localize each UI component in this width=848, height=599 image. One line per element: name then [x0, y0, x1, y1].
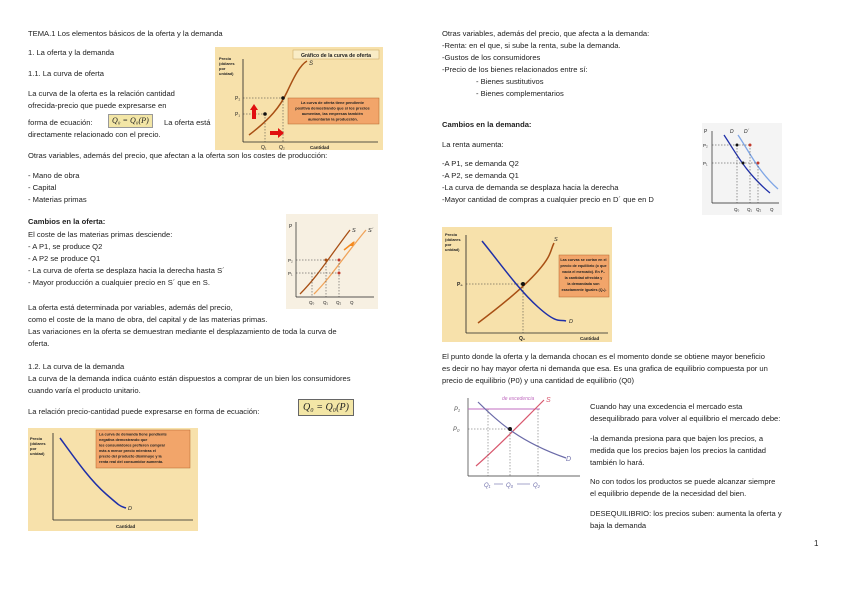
- paragraph-line: también lo hará.: [590, 458, 645, 467]
- axis-p-label: P: [704, 129, 708, 135]
- heading-oferta-demanda: 1. La oferta y la demanda: [28, 48, 115, 57]
- list-item: - A P1, se produce Q2: [28, 242, 103, 251]
- curve-label-s-prime: S´: [368, 228, 374, 234]
- p1-label: P₁: [703, 161, 708, 166]
- q2-label: Q₂: [756, 207, 762, 212]
- q2-label: Q₂: [279, 145, 285, 150]
- q0-label: Q₀: [506, 483, 514, 489]
- heading-curva-demanda: 1.2. La curva de la demanda: [28, 362, 125, 371]
- equilibrium-point: [508, 427, 512, 431]
- paragraph-line: La oferta está: [164, 118, 211, 127]
- y-axis-label: Precio (dólares por unidad): [219, 56, 235, 76]
- surplus-title: de excedencia: [502, 396, 535, 402]
- supply-curve-figure: [215, 47, 383, 150]
- y-axis-label: Precio (dólares por unidad): [30, 436, 46, 456]
- q2-label: Q₂: [336, 300, 342, 305]
- list-item: - A P2 se produce Q1: [28, 254, 101, 263]
- list-item: - La curva de oferta se desplaza hacia la derecha hasta S´: [28, 266, 225, 275]
- figure-background: [702, 123, 782, 215]
- q1-label: Q₁: [323, 300, 329, 305]
- point-b: [281, 96, 285, 100]
- paragraph-line: es decir no hay mayor oferta ni demanda que esa. Es una grafica de equilibrio compuesta por un: [442, 364, 768, 373]
- p1-label: P₁: [288, 271, 293, 276]
- demand-shift-figure: [702, 123, 782, 215]
- list-item: -Gustos de los consumidores: [442, 53, 541, 62]
- paragraph-line: forma de ecuación:: [28, 118, 93, 127]
- heading-curva-oferta: 1.1. La curva de oferta: [28, 69, 104, 78]
- paragraph-line: -la demanda presiona para que bajen los precios, a: [590, 434, 764, 443]
- list-item: - Mayor producción a cualquier precio en S´ que en S.: [28, 278, 210, 287]
- curve-label-d-prime: D´: [744, 129, 750, 135]
- paragraph-line: DESEQUILIBRIO: los precios suben: aumenta la oferta y: [590, 509, 782, 518]
- point-c: [338, 272, 341, 275]
- paragraph-line: desequilibrado para volver al equilibrio el mercado debe:: [590, 414, 781, 423]
- q2-label: Q₂: [533, 483, 540, 489]
- list-item: - Capital: [28, 183, 57, 192]
- list-item: -A P1, se demanda Q2: [442, 159, 519, 168]
- point-d: [757, 162, 760, 165]
- heading-cambios-demanda: Cambios en la demanda:: [442, 120, 532, 129]
- point-b: [749, 144, 752, 147]
- figure-title: Gráfico de la curva de oferta: [300, 53, 372, 59]
- paragraph-line: el equilibrio depende de la necesidad del bien.: [590, 489, 747, 498]
- axis-q-label: Q: [350, 300, 354, 305]
- paragraph-line: La curva de la demanda indica cuánto están dispuestos a comprar de un bien los consumidores: [28, 374, 351, 383]
- list-item: El coste de las materias primas desciende:: [28, 230, 173, 239]
- paragraph-line: Cuando hay una excedencia el mercado esta: [590, 402, 743, 411]
- paragraph-line: Otras variables, además del precio, que afecta a la demanda:: [442, 29, 650, 38]
- point-a: [736, 144, 739, 147]
- equilibrium-figure: [442, 227, 612, 342]
- paragraph-line: La renta aumenta:: [442, 140, 504, 149]
- q1-label: Q₁: [747, 207, 753, 212]
- curve-label-d: D: [569, 319, 573, 325]
- figure-note: La curva de demanda tiene pendiente negativa demostrando que los consumidores prefieren comprar más a menor precio mientras el precio del producto disminuye y la renta real del consumidor aumenta.: [99, 432, 167, 464]
- surplus-figure: [448, 392, 584, 492]
- q0-label: Q₀: [519, 336, 526, 342]
- paragraph-line: precio de equilibrio (P0) y una cantidad de equilibrio (Q0): [442, 376, 635, 385]
- q1-label: Q₁: [484, 483, 491, 489]
- point-c: [742, 162, 745, 165]
- curve-label-s: S: [546, 397, 551, 404]
- curve-label-d: D: [566, 456, 572, 463]
- paragraph-line: El punto donde la oferta y la demanda chocan es el momento donde se obtiene mayor beneficio: [442, 352, 765, 361]
- list-item: - Materias primas: [28, 195, 87, 204]
- q1-label: Q₁: [261, 145, 267, 150]
- list-item: - Bienes complementarios: [476, 89, 564, 98]
- point-a: [325, 259, 328, 262]
- paragraph-line: oferta.: [28, 339, 50, 348]
- list-item: - Bienes sustitutivos: [476, 77, 544, 86]
- x-axis-label: Cantidad: [116, 524, 136, 529]
- q0-label: Q₀: [734, 207, 740, 212]
- p0-label: P₀: [457, 282, 463, 288]
- paragraph-line: La oferta está determinada por variables, además del precio,: [28, 303, 233, 312]
- curve-label-s: S: [554, 237, 558, 243]
- figure-note: Las curvas se cortan en el precio de equilibrio (o que vacía el mercado). En P₀ la cantidad ofrecida y la demandada son exactamente iguales (Q₀).: [560, 258, 607, 292]
- p2-label: P₂: [703, 143, 708, 148]
- y-axis-label: Precio (dólares por unidad): [445, 232, 461, 252]
- list-item: -Precio de los bienes relacionados entre sí:: [442, 65, 588, 74]
- p1-label: P₁: [454, 407, 460, 413]
- list-item: -Renta: en el que, si sube la renta, sube la demanda.: [442, 41, 621, 50]
- list-item: - Mano de obra: [28, 171, 80, 180]
- axis-p-label: P: [289, 224, 293, 230]
- figure-background: [286, 214, 378, 309]
- paragraph-line: La curva de la oferta es la relación cantidad: [28, 89, 175, 98]
- demanda-formula: Q₀ = Q₀(P): [298, 399, 354, 416]
- supply-shift-figure: [286, 214, 378, 309]
- paragraph-line: como el coste de la mano de obra, del capital y de las materias primas.: [28, 315, 268, 324]
- list-item: -La curva de demanda se desplaza hacia la derecha: [442, 183, 619, 192]
- doc-title: TEMA.1 Los elementos básicos de la oferta y la demanda: [28, 29, 223, 38]
- paragraph-line: directamente relacionado con el precio.: [28, 130, 161, 139]
- point-b: [338, 259, 341, 262]
- heading-cambios-oferta: Cambios en la oferta:: [28, 217, 106, 226]
- p1-label: P₁: [235, 112, 241, 118]
- figure-background: [448, 392, 584, 492]
- curve-label-s: S: [352, 228, 356, 234]
- paragraph-line: baja la demanda: [590, 521, 647, 530]
- page-number: 1: [814, 539, 819, 548]
- paragraph-line: No con todos los productos se puede alcanzar siempre: [590, 477, 776, 486]
- point-a: [263, 112, 267, 116]
- paragraph-line: ofrecida-precio que puede expresarse en: [28, 101, 167, 110]
- x-axis-label: Cantidad: [580, 336, 600, 341]
- curve-label-d: D: [730, 129, 734, 135]
- paragraph-line: Otras variables, además del precio, que afectan a la oferta son los costes de producción:: [28, 151, 328, 160]
- p2-label: P₂: [235, 96, 241, 102]
- list-item: -A P2, se demanda Q1: [442, 171, 519, 180]
- p0-label: P₀: [453, 427, 460, 433]
- figure-note: La curva de oferta tiene pendiente positiva demostrando que si los precios aumentan, las empresas también aumentarán la producción.: [295, 100, 370, 122]
- equilibrium-point: [521, 282, 525, 286]
- list-item: -Mayor cantidad de compras a cualquier precio en D´ que en D: [442, 195, 654, 204]
- q0-label: Q₀: [309, 300, 315, 305]
- paragraph-line: medida que los precios bajen los precios la cantidad: [590, 446, 767, 455]
- p2-label: P₂: [288, 258, 293, 263]
- x-axis-label: Cantidad: [310, 145, 330, 150]
- curve-label-s: S: [309, 61, 314, 67]
- paragraph-line: Las variaciones en la oferta se demuestran mediante el desplazamiento de toda la curva de: [28, 327, 337, 336]
- demand-curve-figure: [28, 428, 198, 531]
- axis-q-label: Q: [770, 207, 774, 212]
- oferta-formula: Q₀ = Q₀(P): [108, 114, 153, 128]
- paragraph-line: La relación precio-cantidad puede expresarse en forma de ecuación:: [28, 407, 260, 416]
- curve-label-d: D: [128, 506, 132, 512]
- paragraph-line: cuando varía el producto unitario.: [28, 386, 141, 395]
